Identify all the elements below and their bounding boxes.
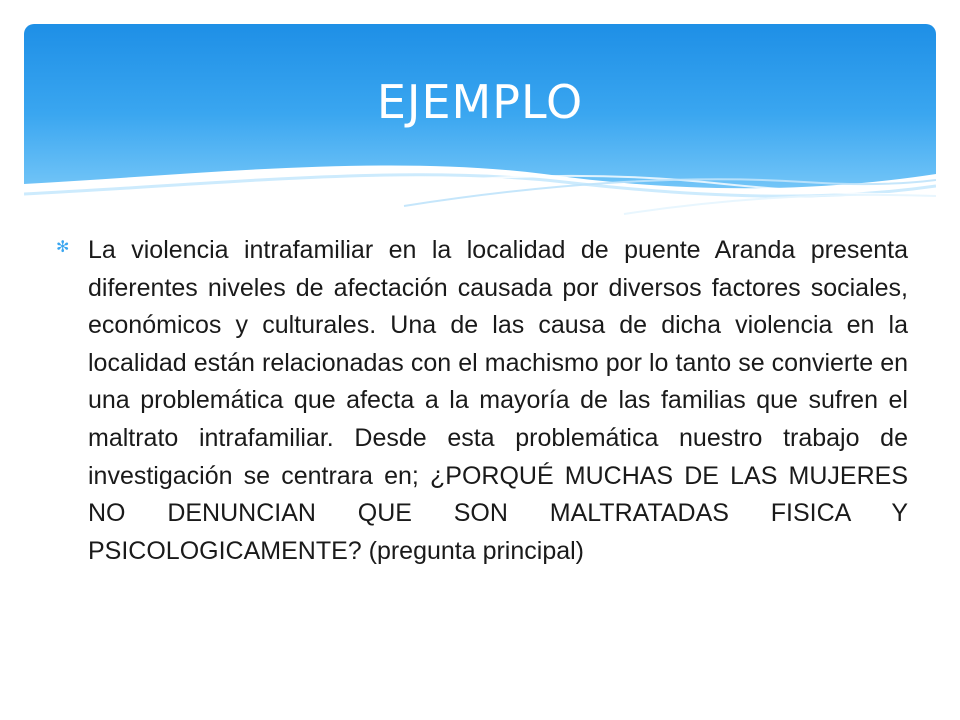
body-content xyxy=(56,232,908,570)
asterisk-bullet-icon: ✻ xyxy=(56,237,70,256)
body-paragraph: La violencia intrafamiliar en la localidad de puente Aranda presenta diferentes niveles de afectación causada por diversos factores sociales, económicos y culturales. Una de las causa de dicha violencia en la localidad están relacionadas con el machismo por lo tanto se convierte en una problemática que afecta a la mayoría de las familias que sufren el maltrato intrafamiliar. Desde esta problemática nuestro trabajo de investigación se centrara en; ¿PORQUÉ MUCHAS DE LAS MUJERES NO DENUNCIAN QUE SON MALTRATADAS FISICA Y PSICOLOGICAMENTE? (pregunta principal) xyxy=(88,236,908,565)
slide-title: EJEMPLO xyxy=(376,75,584,129)
